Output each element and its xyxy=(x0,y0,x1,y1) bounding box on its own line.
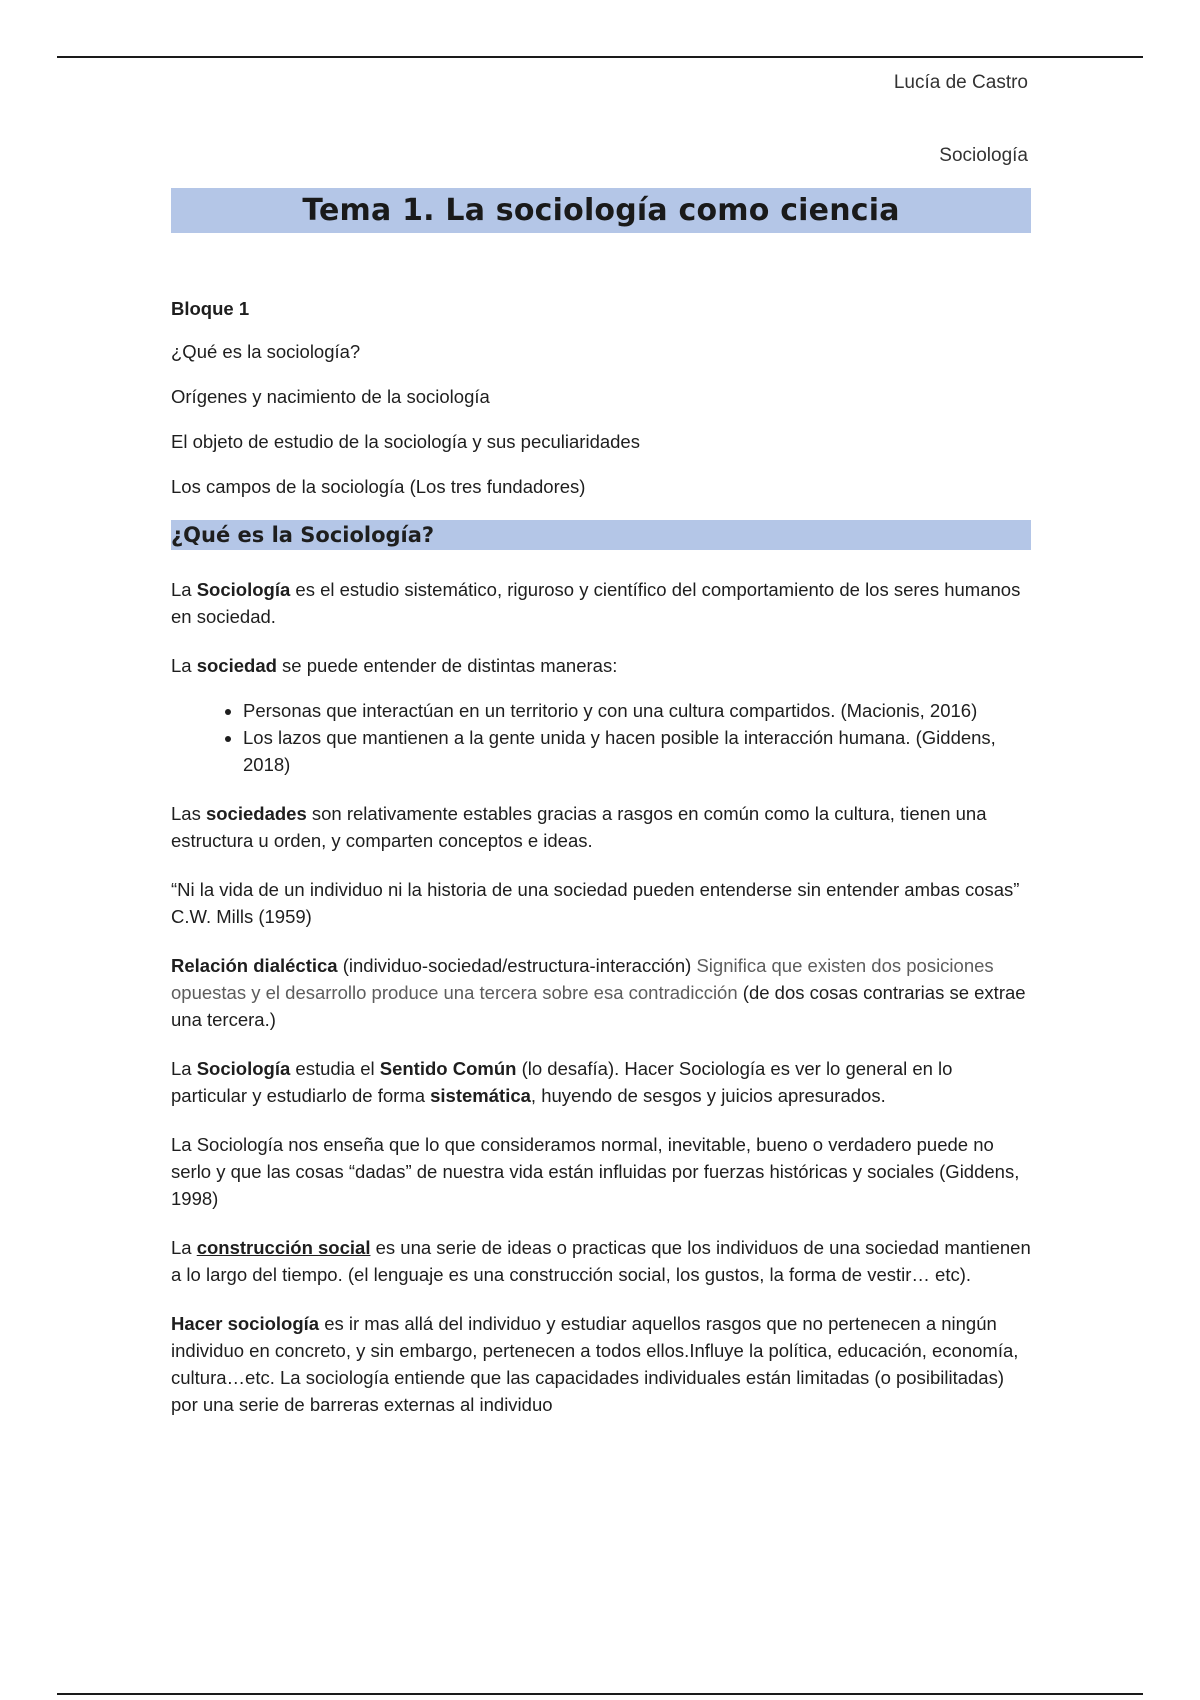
block-heading: Bloque 1 xyxy=(171,298,250,319)
list-item: • Personas que interactúan en un territorio y con una cultura compartidos. (Macionis, 2016) xyxy=(243,697,1031,724)
topic-item: Orígenes y nacimiento de la sociología xyxy=(171,386,490,407)
topic-item: El objeto de estudio de la sociología y sus peculiaridades xyxy=(171,431,640,452)
paragraph-quote: “Ni la vida de un individuo ni la historia de una sociedad pueden entenderse sin entender ambas cosas” C.W. Mills (1959) xyxy=(171,879,1020,927)
topic-list xyxy=(171,338,1031,500)
paragraph-social-construction: La construcción social es una serie de ideas o practicas que los individuos de una sociedad mantienen a lo largo del tiempo. (el lenguaje es una construcción social, los gustos, la forma de vestir… etc). xyxy=(171,1237,1031,1285)
paragraph-society: La sociedad se puede entender de distintas maneras: xyxy=(171,655,618,676)
author-name: Lucía de Castro xyxy=(893,72,1028,93)
top-rule xyxy=(57,56,1143,58)
paragraph-doing-sociology: Hacer sociología es ir mas allá del individuo y estudiar aquellos rasgos que no pertenecen a ningún individuo en concreto, y sin embargo, pertenecen a todos ellos.Influye la política, educación, economía, cultura…etc. La sociología entiende que las capacidades individuales están limitadas (o posibilitadas) por una serie de barreras externas al individuo xyxy=(171,1313,1019,1415)
topic-item: Los campos de la sociología (Los tres fundadores) xyxy=(171,476,586,497)
paragraph-teaches: La Sociología nos enseña que lo que consideramos normal, inevitable, bueno o verdadero puede no serlo y que las cosas “dadas” de nuestra vida están influidas por fuerzas históricas y sociales (Giddens, 1998) xyxy=(171,1134,1020,1209)
page-title: Tema 1. La sociología como ciencia xyxy=(171,188,1031,233)
paragraph-definition: La Sociología es el estudio sistemático, riguroso y científico del comportamiento de los seres humanos en sociedad. xyxy=(171,579,1021,627)
paragraph-dialectic: Relación dialéctica (individuo-sociedad/estructura-interacción) Significa que existen dos posiciones opuestas y el desarrollo produce una tercera sobre esa contradicción (de dos cosas contrarias se extrae una tercera.) xyxy=(171,955,1026,1030)
subject-name: Sociología xyxy=(939,145,1028,166)
section-heading: ¿Qué es la Sociología? xyxy=(171,520,1031,550)
list-item: • Los lazos que mantienen a la gente unida y hacen posible la interacción humana. (Giddens, 2018) xyxy=(243,724,1031,778)
document-body xyxy=(171,188,1031,1418)
paragraph-common-sense: La Sociología estudia el Sentido Común (lo desafía). Hacer Sociología es ver lo general en lo particular y estudiarlo de forma sistemática, huyendo de sesgos y juicios apresurados. xyxy=(171,1058,953,1106)
bottom-rule xyxy=(57,1693,1143,1695)
paragraph-societies: Las sociedades son relativamente estables gracias a rasgos en común como la cultura, tienen una estructura u orden, y comparten conceptos e ideas. xyxy=(171,803,987,851)
society-definitions-list xyxy=(171,697,1031,778)
topic-item: ¿Qué es la sociología? xyxy=(171,341,361,362)
